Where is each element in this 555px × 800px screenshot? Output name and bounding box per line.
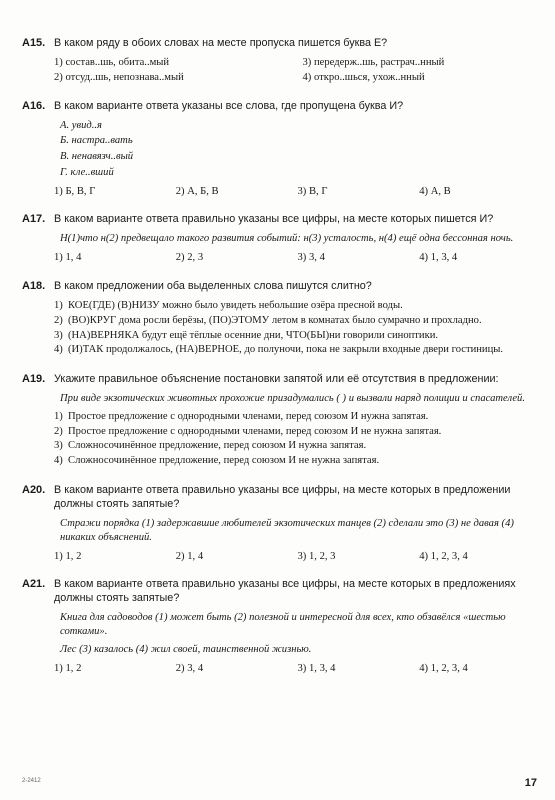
- option: 4) откро..шься, ухож..нный: [302, 71, 425, 83]
- question-text: Укажите правильное объяснение постановки запятой или её отсутствия в предложении:: [54, 373, 499, 386]
- question-number: A18.: [22, 279, 46, 292]
- list-item: 3) (НА)ВЕРНЯКА будут ещё тёплые осенние дни, ЧТО(БЫ)ни говорили синоптики.: [54, 329, 439, 341]
- question-a16: [22, 99, 541, 199]
- option: 4) А, В: [419, 185, 451, 197]
- question-number: A21.: [22, 578, 46, 591]
- option: 3) 3, 4: [297, 252, 325, 264]
- question-a21: [22, 577, 541, 675]
- question-text: В каком предложении оба выделенных слова пишутся слитно?: [54, 279, 372, 292]
- question-text: В каком варианте ответа правильно указаны все цифры, на месте которых в предложении должны стоять запятые?: [54, 483, 511, 510]
- option: 2) 1, 4: [175, 550, 204, 562]
- option: 3) 1, 2, 3: [297, 550, 336, 562]
- answer-list: [54, 410, 541, 468]
- option: 1) 1, 2: [54, 662, 82, 674]
- option: 2) отсуд..шь, непознава..мый: [54, 71, 184, 83]
- answer-options: [54, 550, 541, 564]
- word-item: Г. кле..вший: [60, 166, 114, 178]
- option: 4) 1, 2, 3, 4: [419, 662, 468, 674]
- word-item: Б. настра..вать: [60, 135, 133, 147]
- task-sentence: Стражи порядка (1) задержавшие любителей экзотических танцев (2) сделали это (3) не давая (4) никаких объяснений.: [60, 518, 514, 543]
- question-number: A15.: [22, 37, 46, 49]
- list-item: 2) (ВО)КРУГ дома росли берёзы, (ПО)ЭТОМУ летом в комнатах было сумрачно и прохладно.: [54, 314, 482, 326]
- option: 3) передерж..шь, растрач..нный: [302, 57, 445, 69]
- task-sentence: Книга для садоводов (1) может быть (2) полезной и интересной для всех, кто обзавёлся «шестью сотками».: [60, 612, 506, 638]
- list-item: 1) КОЕ(ГДЕ) (В)НИЗУ можно было увидеть небольшие озёра пресной воды.: [54, 300, 403, 312]
- task-sentence: При виде экзотических животных прохожие призадумались ( ) и вызвали наряд полиции и спасателей.: [60, 393, 525, 405]
- question-text: В каком варианте ответа указаны все слова, где пропущена буква И?: [54, 99, 404, 112]
- task-sentence: Н(1)что н(2) предвещало такого развития событий: н(3) усталость, н(4) ещё одна бессонная ночь.: [60, 233, 514, 245]
- list-item: 1) Простое предложение с однородными членами, перед союзом И нужна запятая.: [54, 410, 429, 422]
- question-a19: [22, 372, 541, 469]
- option: 3) В, Г: [297, 185, 328, 197]
- question-number: A19.: [22, 373, 46, 386]
- option: 1) Б, В, Г: [54, 185, 96, 197]
- option: 4) 1, 3, 4: [419, 252, 458, 264]
- list-item: 4) (И)ТАК продолжалось, (НА)ВЕРНОЕ, до полуночи, пока не закрыли входные двери гостиницы.: [54, 344, 504, 356]
- task-sentence-2: Лес (3) казалось (4) жил своей, таинственной жизнью.: [60, 643, 312, 655]
- answer-options: [54, 185, 541, 199]
- option: 4) 1, 2, 3, 4: [419, 550, 468, 562]
- question-text: В каком варианте ответа правильно указаны все цифры, на месте которых пишется И?: [54, 213, 494, 226]
- answer-options: [54, 251, 541, 265]
- option: 2) А, Б, В: [175, 185, 219, 197]
- option: 1) состав..шь, обита..мый: [54, 57, 170, 69]
- option: 3) 1, 3, 4: [297, 662, 336, 674]
- option: 2) 2, 3: [175, 252, 204, 264]
- print-code: 2-2412: [22, 778, 41, 784]
- question-text: В каком ряду в обоих словах на месте пропуска пишется буква Е?: [54, 37, 388, 49]
- option: 1) 1, 2: [54, 550, 82, 562]
- question-a18: [22, 279, 541, 358]
- answer-options: [54, 662, 541, 676]
- list-item: 2) Простое предложение с однородными членами, перед союзом И не нужна запятая.: [54, 425, 442, 437]
- answer-options: [54, 56, 541, 85]
- word-list: [54, 119, 541, 180]
- list-item: 4) Сложносочинённое предложение, перед союзом И не нужна запятая.: [54, 455, 380, 467]
- page-number: 17: [524, 777, 537, 789]
- word-item: А. увид..я: [60, 119, 102, 131]
- question-number: A20.: [22, 483, 46, 496]
- question-a17: [22, 212, 541, 265]
- answer-list: [54, 299, 541, 357]
- question-text: В каком варианте ответа правильно указаны все цифры, на месте которых в предложениях должны стоять запятые?: [54, 578, 516, 605]
- question-a15: [22, 36, 541, 85]
- question-number: A16.: [22, 99, 46, 112]
- word-item: В. ненавязч..вый: [60, 151, 134, 163]
- question-a20: [22, 483, 541, 563]
- option: 2) 3, 4: [175, 662, 204, 674]
- question-number: A17.: [22, 213, 46, 226]
- list-item: 3) Сложносочинённое предложение, перед союзом И нужна запятая.: [54, 440, 367, 452]
- option: 1) 1, 4: [54, 252, 82, 264]
